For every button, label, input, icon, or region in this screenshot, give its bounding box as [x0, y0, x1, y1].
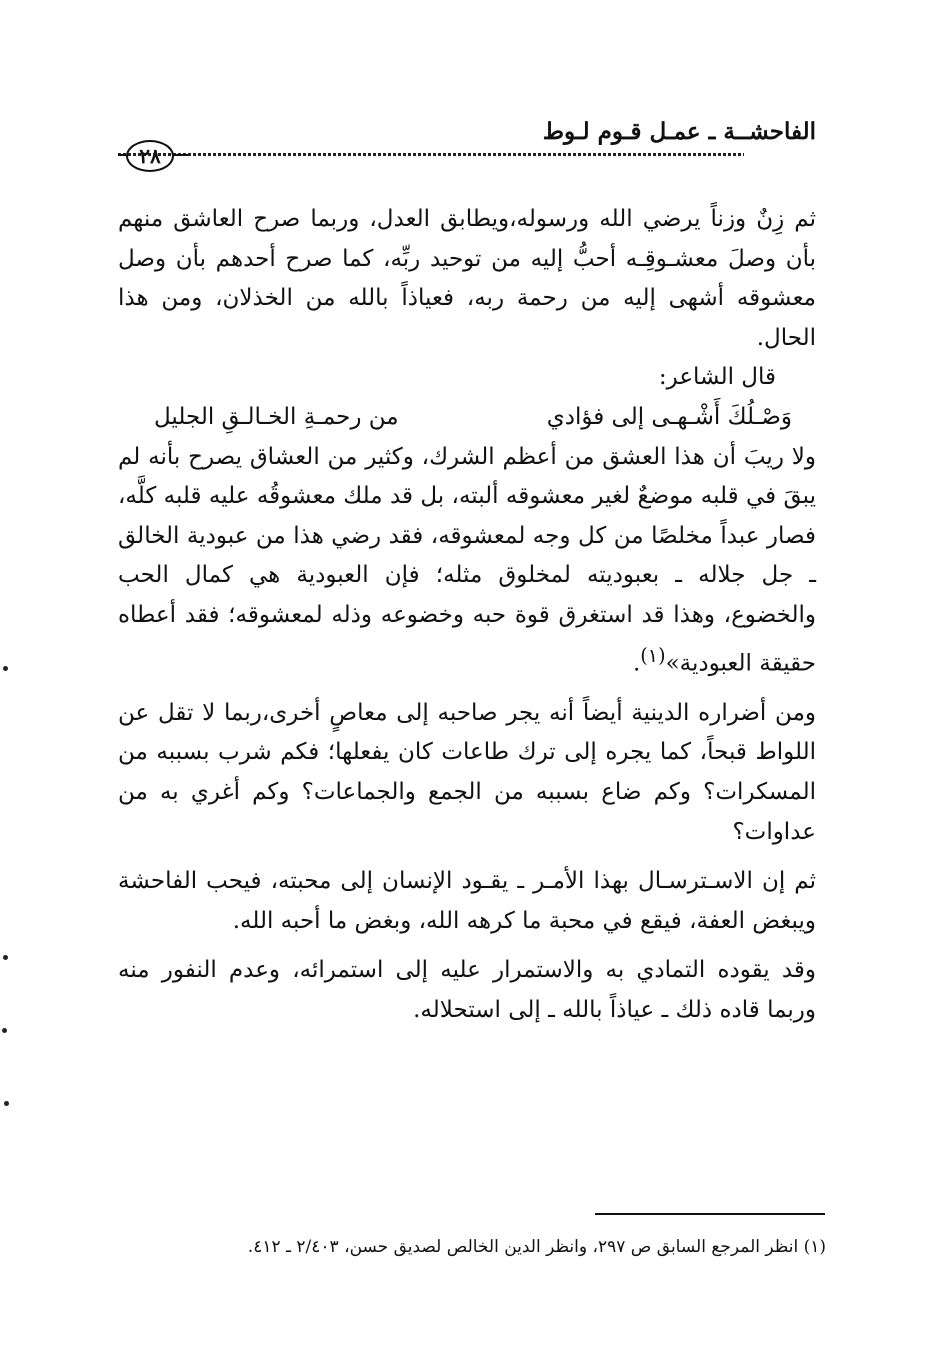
verse-first-hemistich: وَصْـلُكَ أَشْـهـى إلى فؤادي: [546, 403, 792, 430]
scan-speck: [2, 1028, 7, 1033]
poem-intro: قال الشاعر:: [658, 364, 776, 391]
body-text: [118, 200, 816, 1031]
header-rule: [118, 153, 744, 156]
scan-speck: [3, 955, 8, 960]
paragraph-2-end: .: [632, 650, 641, 677]
page-number-ornament: [118, 138, 188, 172]
paragraph-4: ثم إن الاسـترسـال بهذا الأمـر ـ يقـود الإنسان إلى محبته، فيحب الفاحشة ويبغض العفة، فيقع في محبة ما كرهه الله، وبغض ما أحبه الله.: [118, 868, 816, 934]
paragraph-2-text: ولا ريبَ أن هذا العشق من أعظم الشرك، وكثير من العشاق يصرح بأنه لم يبقَ في قلبه موضعٌ لغير معشوقه ألبته، بل قد ملك معشوقُه عليه قلبه كلَّه، فصار عبداً مخلصًا من كل وجه لمعشوقه، فقد رضي هذا من عبودية الخالق ـ جل جلاله ـ بعبوديته لمخلوق مثله؛ فإن العبودية هي كمال الحب والخضوع، وهذا قد استغرق قوة حبه وخضوعه وذله لمعشوقه؛ فقد أعطاه حقيقة العبودية»: [118, 443, 816, 677]
page-number: ٢٨: [126, 140, 174, 172]
verse-second-hemistich: من رحمـةِ الخـالـقِ الجليل: [154, 403, 399, 430]
running-title: الفاحشــة ـ عمـل قـوم لـوط: [542, 118, 816, 145]
scan-speck: [4, 1101, 9, 1106]
paragraph-2: [118, 438, 816, 684]
scan-speck: [3, 666, 8, 671]
footnote-reference: (١): [640, 643, 666, 667]
page-header: [118, 108, 816, 172]
poem-verse: [118, 398, 816, 438]
paragraph-3: ومن أضراره الدينية أيضاً أنه يجر صاحبه إلى معاصٍ أخرى،ربما لا تقل عن اللواط قبحاً، كما يجره إلى ترك طاعات كان يفعلها؛ فكم شرب بسببه من المسكرات؟ وكم ضاع بسببه من الجمع والجماعات؟ وكم أغري به من عداوات؟: [118, 699, 816, 845]
paragraph-1: ثم زِنٌ وزناً يرضي الله ورسوله،ويطابق العدل، وربما صرح العاشق منهم بأن وصلَ معشـوقِـه أحبُّ إليه من توحيد ربِّه، كما صرح أحدهم بأن وصل معشوقه أشهى إليه من رحمة ربه، فعياذاً بالله من الخذلان، ومن هذا الحال.: [118, 206, 816, 351]
paragraph-5: وقد يقوده التمادي به والاستمرار عليه إلى استمرائه، وعدم النفور منه وربما قاده ذلك ـ عياذاً بالله ـ إلى استحلاله.: [118, 957, 816, 1023]
footnote-rule: [595, 1213, 825, 1215]
page-number-tick-left: [118, 154, 126, 156]
page-number-tick-right: [172, 154, 188, 156]
footnote: (١) انظر المرجع السابق ص ٢٩٧، وانظر الدين الخالص لصديق حسن، ٢/٤٠٣ ـ ٤١٢.: [247, 1237, 826, 1257]
